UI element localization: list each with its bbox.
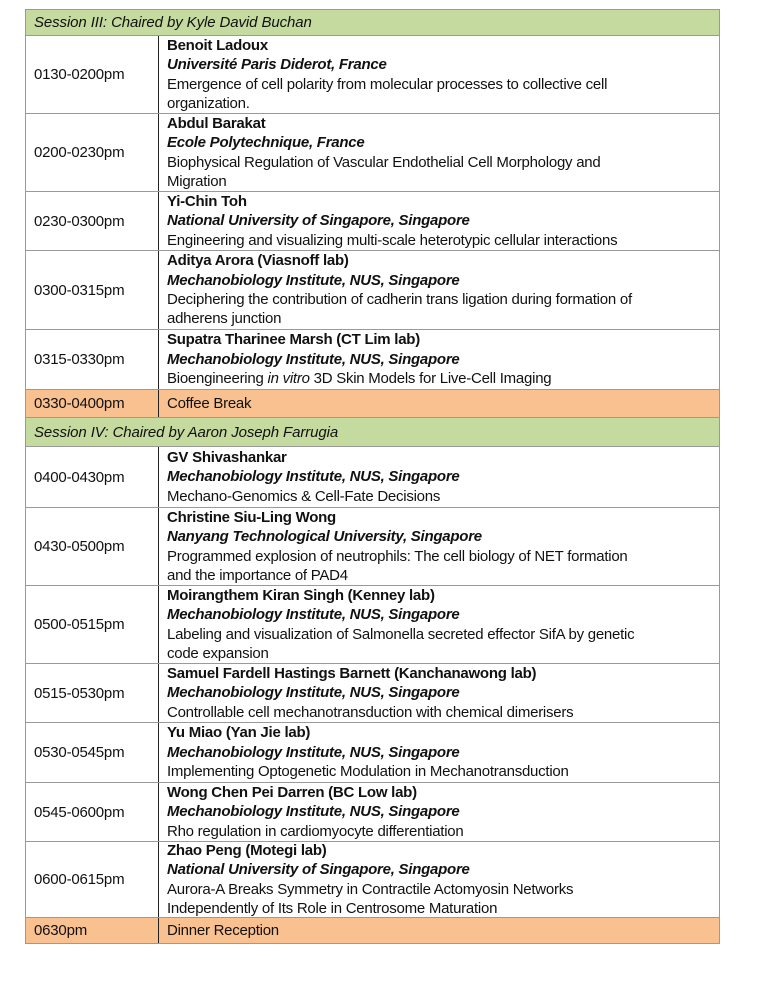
time-cell: 0130-0200pm <box>26 36 159 113</box>
talk-title-line: Engineering and visualizing multi-scale heterotypic cellular interactions <box>167 231 618 249</box>
talk-row <box>26 113 719 191</box>
talk-title-line: Rho regulation in cardiomyocyte differentiation <box>167 822 464 840</box>
talk-title <box>167 369 719 388</box>
talk-title-line: Deciphering the contribution of cadherin trans ligation during formation of <box>167 291 632 308</box>
break-label-cell <box>159 918 719 943</box>
talk-title-italic: in vitro <box>267 370 310 388</box>
speaker-affiliation: Mechanobiology Institute, NUS, Singapore <box>167 350 460 368</box>
speaker-affiliation: Mechanobiology Institute, NUS, Singapore <box>167 803 460 821</box>
break-row <box>26 389 719 417</box>
talk-title-part: Bioengineering <box>167 370 268 388</box>
speaker-affiliation: Nanyang Technological University, Singapore <box>167 528 482 546</box>
talk-details-cell <box>159 508 719 585</box>
speaker-affiliation: Mechanobiology Institute, NUS, Singapore <box>167 606 460 624</box>
talk-title-line: Independently of Its Role in Centrosome Maturation <box>167 899 498 917</box>
talk-row <box>26 782 719 841</box>
break-label: Dinner Reception <box>167 921 279 939</box>
time-cell: 0315-0330pm <box>26 330 159 389</box>
speaker-affiliation: Mechanobiology Institute, NUS, Singapore <box>167 468 460 486</box>
talk-details-cell <box>159 447 719 507</box>
session-header-row <box>26 10 719 35</box>
talk-title-line: Migration <box>167 172 227 190</box>
talk-row <box>26 585 719 663</box>
talk-title-line: adherens junction <box>167 310 282 328</box>
speaker-affiliation: National University of Singapore, Singapore <box>167 861 470 879</box>
speaker-name: Yu Miao (Yan Jie lab) <box>167 724 311 742</box>
speaker-name: Yi-Chin Toh <box>167 192 247 210</box>
talk-details-cell <box>159 842 719 917</box>
time-cell: 0430-0500pm <box>26 508 159 585</box>
time-cell: 0300-0315pm <box>26 251 159 329</box>
talk-title-line: and the importance of PAD4 <box>167 566 348 584</box>
talk-row <box>26 329 719 389</box>
speaker-name: Abdul Barakat <box>167 114 266 132</box>
talk-row <box>26 446 719 507</box>
speaker-affiliation: Université Paris Diderot, France <box>167 56 387 74</box>
session-header-row <box>26 417 719 446</box>
talk-title-line: Aurora-A Breaks Symmetry in Contractile Actomyosin Networks <box>167 880 574 898</box>
talk-title-line: organization. <box>167 94 250 112</box>
talk-row <box>26 250 719 329</box>
time-cell: 0630pm <box>26 918 159 943</box>
speaker-affiliation: National University of Singapore, Singapore <box>167 212 470 230</box>
speaker-affiliation: Ecole Polytechnique, France <box>167 134 365 152</box>
time-cell: 0330-0400pm <box>26 390 159 417</box>
talk-details-cell <box>159 664 719 722</box>
talk-row <box>26 663 719 722</box>
time-cell: 0200-0230pm <box>26 114 159 191</box>
talk-details-cell <box>159 783 719 841</box>
time-cell: 0600-0615pm <box>26 842 159 917</box>
talk-row <box>26 841 719 917</box>
speaker-name: Moirangthem Kiran Singh (Kenney lab) <box>167 586 435 604</box>
talk-title-line: Implementing Optogenetic Modulation in Mechanotransduction <box>167 763 569 781</box>
time-cell: 0500-0515pm <box>26 586 159 663</box>
time-cell: 0400-0430pm <box>26 447 159 507</box>
talk-details-cell <box>159 586 719 663</box>
talk-row <box>26 507 719 585</box>
speaker-name: GV Shivashankar <box>167 448 287 466</box>
talk-details-cell <box>159 192 719 250</box>
speaker-name: Christine Siu-Ling Wong <box>167 508 336 526</box>
talk-title-part: 3D Skin Models for Live-Cell Imaging <box>309 370 552 388</box>
speaker-name: Supatra Tharinee Marsh (CT Lim lab) <box>167 331 420 349</box>
speaker-name: Wong Chen Pei Darren (BC Low lab) <box>167 783 417 801</box>
break-row <box>26 917 719 943</box>
speaker-name: Benoit Ladoux <box>167 36 268 54</box>
talk-row <box>26 35 719 113</box>
speaker-name: Aditya Arora (Viasnoff lab) <box>167 252 349 270</box>
speaker-name: Zhao Peng (Motegi lab) <box>167 841 327 859</box>
talk-row <box>26 191 719 250</box>
time-cell: 0530-0545pm <box>26 723 159 782</box>
talk-title-line: Biophysical Regulation of Vascular Endothelial Cell Morphology and <box>167 153 601 171</box>
talk-title-line: Programmed explosion of neutrophils: The cell biology of NET formation <box>167 547 628 565</box>
talk-title-line: Mechano-Genomics & Cell-Fate Decisions <box>167 487 441 505</box>
talk-details-cell <box>159 330 719 389</box>
break-label-cell <box>159 390 719 417</box>
talk-title-line: code expansion <box>167 644 269 662</box>
talk-title-line: Controllable cell mechanotransduction with chemical dimerisers <box>167 703 574 721</box>
talk-details-cell <box>159 251 719 329</box>
talk-details-cell <box>159 723 719 782</box>
talk-row <box>26 722 719 782</box>
talk-title-line: Labeling and visualization of Salmonella secreted effector SifA by genetic <box>167 625 635 643</box>
talk-title-line: Emergence of cell polarity from molecular processes to collective cell <box>167 75 608 93</box>
break-label: Coffee Break <box>167 394 252 412</box>
speaker-affiliation: Mechanobiology Institute, NUS, Singapore <box>167 271 460 289</box>
talk-details-cell <box>159 36 719 113</box>
speaker-affiliation: Mechanobiology Institute, NUS, Singapore <box>167 684 460 702</box>
speaker-affiliation: Mechanobiology Institute, NUS, Singapore <box>167 743 460 761</box>
speaker-name: Samuel Fardell Hastings Barnett (Kanchanawong lab) <box>167 664 537 682</box>
time-cell: 0515-0530pm <box>26 664 159 722</box>
talk-details-cell <box>159 114 719 191</box>
schedule-table <box>25 9 720 944</box>
time-cell: 0545-0600pm <box>26 783 159 841</box>
session-title: Session III: Chaired by Kyle David Buchan <box>34 14 312 31</box>
session-title: Session IV: Chaired by Aaron Joseph Farrugia <box>34 423 339 441</box>
time-cell: 0230-0300pm <box>26 192 159 250</box>
